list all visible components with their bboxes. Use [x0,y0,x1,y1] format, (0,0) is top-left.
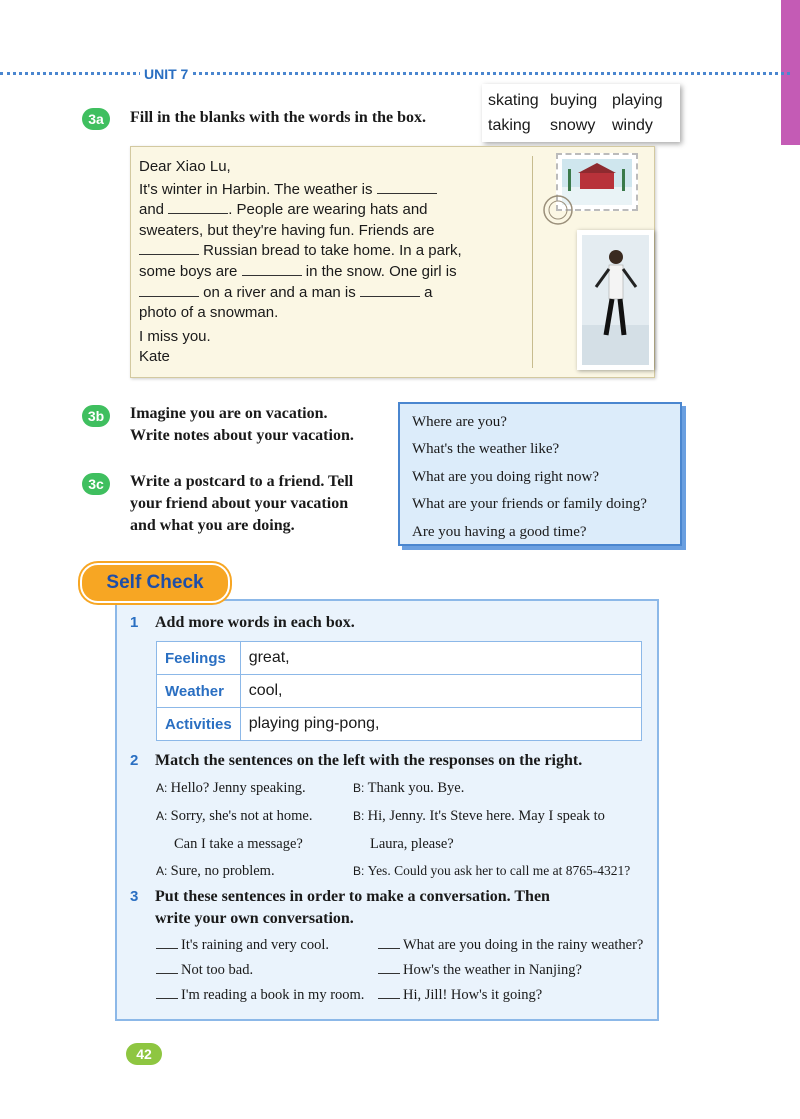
match-right-3 [353,862,630,880]
blank-input[interactable] [360,283,420,297]
text: and [139,201,165,219]
label: A: [156,864,171,878]
instruction-3a: Fill in the blanks with the words in the box. [130,109,427,126]
table-row [157,675,642,708]
row-value-input[interactable]: playing ping-pong, [240,708,641,741]
badge-3b: 3b [82,405,110,427]
order-blank-input[interactable] [378,936,400,949]
instruction-3b-line1: Imagine you are on vacation. [130,405,328,422]
label: B: [353,864,368,878]
task-2-instruction: Match the sentences on the left with the responses on the right. [155,752,583,769]
task-3-instruction-line2: write your own conversation. [155,910,354,927]
task-3-number [130,888,138,906]
blank-input[interactable] [168,200,228,214]
blank-input[interactable] [377,180,437,194]
postmark-icon [540,192,576,228]
order-right-2 [378,961,582,979]
text: on a river and a man is [203,283,356,301]
text: . People are wearing hats and [228,201,428,219]
page-number: 42 [126,1043,162,1065]
match-right-1 [353,779,464,797]
letter-line [139,283,524,304]
letter-line [139,241,524,262]
text: Russian bread to take home. In a park, [203,242,462,260]
task-2-number [130,752,138,770]
unit-label: UNIT 7 [140,66,192,82]
task-1-number [130,614,138,632]
order-left-1 [156,936,329,954]
skater-photo [577,230,654,370]
number: 3 [130,888,139,905]
label: B: [353,809,368,823]
order-blank-input[interactable] [156,936,178,949]
label: B: [353,781,368,795]
letter-line [139,180,524,201]
question-item: What are you doing right now? [412,468,600,485]
text: Hi, Jenny. It's Steve here. May I speak to [367,808,605,824]
question-item: Where are you? [412,414,507,430]
text: Not too bad. [181,962,254,978]
text: Hi, Jill! How's it going? [403,987,543,1003]
skater-figure-icon [582,235,649,365]
text: Sure, no problem. [170,863,275,879]
letter-text [139,157,524,368]
text: It's winter in Harbin. The weather is [139,180,373,198]
row-value-input[interactable]: cool, [240,675,641,708]
word: playing [612,92,663,109]
match-left-1 [156,779,306,797]
letter-line [139,200,524,221]
text: in the snow. One girl is [305,262,457,280]
letter-signature: Kate [139,348,170,366]
table-row [157,642,642,675]
row-header: Feelings [157,642,241,675]
postcard-divider [532,156,533,368]
word: buying [550,92,598,109]
text: What are you doing in the rainy weather? [403,937,644,953]
order-blank-input[interactable] [378,986,400,999]
order-left-2 [156,961,253,979]
order-blank-input[interactable] [156,986,178,999]
order-left-3 [156,986,364,1004]
task-3-instruction-line1: Put these sentences in order to make a conversation. Then [155,888,550,905]
blank-input[interactable] [242,262,302,276]
letter-greeting: Dear Xiao Lu, [139,158,231,175]
number: 1 [130,614,139,631]
blank-input[interactable] [139,241,199,255]
text: How's the weather in Nanjing? [403,962,582,978]
text: some boys are [139,262,238,280]
row-header: Activities [157,708,241,741]
order-right-3 [378,986,542,1004]
text: I'm reading a book in my room. [181,987,365,1003]
row-value-input[interactable]: great, [240,642,641,675]
number: 2 [130,752,139,769]
self-check-title: Self Check [80,563,230,603]
question-item: Are you having a good time? [412,523,587,540]
badge-3a: 3a [82,108,110,130]
instruction-3c-line3: and what you are doing. [130,517,295,534]
text: Thank you. Bye. [367,780,465,796]
word-box [482,84,680,142]
letter-line [139,262,524,283]
question-box [398,402,682,546]
word: snowy [550,117,596,134]
letter-closing: I miss you. [139,327,211,345]
header-dotted-rule [0,72,790,75]
order-right-1 [378,936,643,954]
text: It's raining and very cool. [181,937,329,953]
label: A: [156,809,171,823]
text: Yes. Could you ask her to call me at 8765-4321? [367,863,631,878]
question-item: What are your friends or family doing? [412,496,647,513]
row-header: Weather [157,675,241,708]
order-blank-input[interactable] [156,961,178,974]
match-right-2-cont: Laura, please? [370,836,454,852]
word: skating [488,92,539,109]
instruction-3c-line1: Write a postcard to a friend. Tell [130,473,354,490]
letter-line: photo of a snowman. [139,304,279,322]
task-1-instruction: Add more words in each box. [155,614,355,631]
match-left-2 [156,807,313,825]
word: taking [488,117,531,134]
order-blank-input[interactable] [378,961,400,974]
text: Sorry, she's not at home. [170,808,313,824]
blank-input[interactable] [139,283,199,297]
match-left-3 [156,862,275,880]
instruction-3c-line2: your friend about your vacation [130,495,349,512]
letter-line: sweaters, but they're having fun. Friends are [139,221,435,239]
match-left-2-cont: Can I take a message? [174,836,303,852]
instruction-3b-line2: Write notes about your vacation. [130,427,354,444]
label: A: [156,781,171,795]
text: a [424,283,433,301]
match-right-2 [353,807,605,825]
text: Hello? Jenny speaking. [170,780,306,796]
word: windy [612,117,653,134]
question-item: What's the weather like? [412,441,560,458]
word-table [156,641,642,741]
badge-3c: 3c [82,473,110,495]
table-row [157,708,642,741]
